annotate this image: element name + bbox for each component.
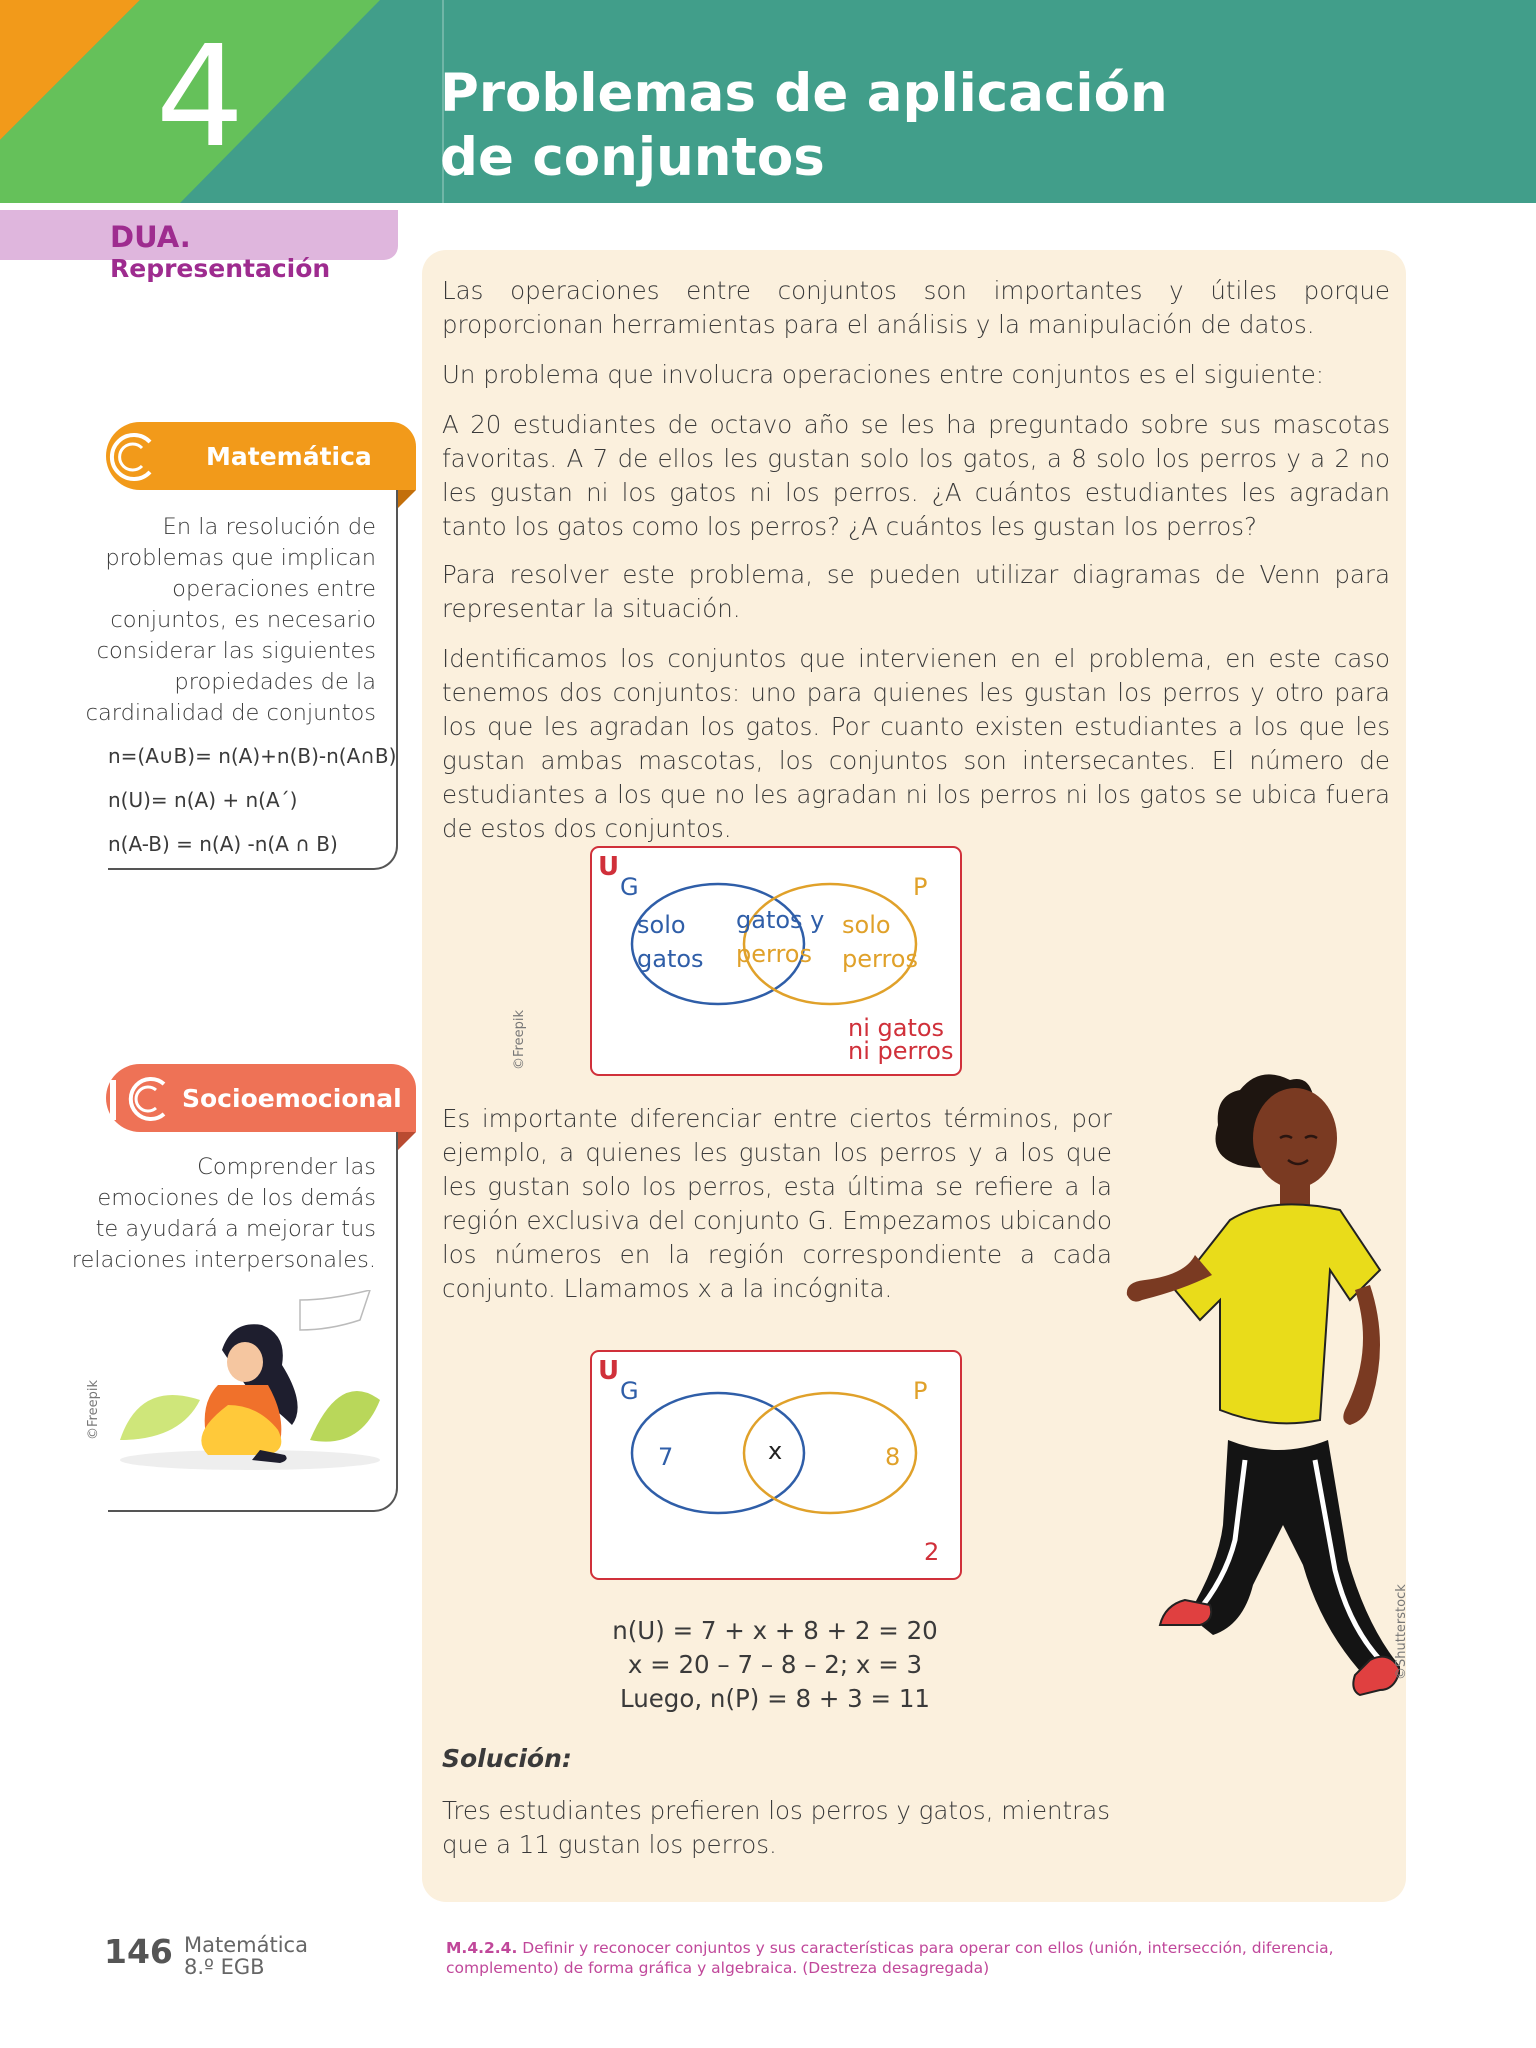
venn1-both-line1: gatos y <box>736 906 825 934</box>
venn2-both-value: x <box>768 1437 783 1465</box>
footer-subject <box>184 1934 308 1978</box>
venn2-only-dogs-value: 8 <box>885 1443 901 1471</box>
dua-label: DUA. <box>110 220 191 254</box>
socio-ic-icon <box>106 1072 172 1126</box>
math-box-header <box>106 422 416 490</box>
footer-skill-code: M.4.2.4. <box>446 1939 518 1957</box>
sitting-girl-illustration <box>110 1290 390 1480</box>
chapter-title <box>440 62 1168 190</box>
venn2-set-p-label: P <box>913 1377 928 1405</box>
socio-text-line: relaciones interpersonales. <box>71 1247 376 1273</box>
math-box-fold <box>398 490 416 508</box>
math-c-icon <box>106 430 160 484</box>
footer-skill-text: Definir y reconocer conjuntos y sus características para operar con ellos (unión, intersección, diferencia, complemento) de forma gráfica y algebraica. (Destreza desagregada) <box>446 1939 1334 1977</box>
math-text-line: En la resolución de <box>162 514 376 540</box>
solution-label: Solución: <box>442 1744 572 1773</box>
formula-complement: n(U)= n(A) + n(A´) <box>108 788 298 812</box>
venn1-set-g-label: G <box>620 873 639 901</box>
paragraph-venn-intro: Para resolver este problema, se pueden utilizar diagramas de Venn para representar la situación. <box>442 560 1390 623</box>
chapter-title-line2: de conjuntos <box>440 127 825 188</box>
venn1-neither-line2: ni perros <box>848 1037 954 1065</box>
venn1-neither-line1: ni gatos <box>848 1014 945 1042</box>
equation-universe: n(U) = 7 + x + 8 + 2 = 20 <box>612 1616 938 1645</box>
chapter-number: 4 <box>155 16 245 179</box>
equation-solve-x: x = 20 – 7 – 8 – 2; x = 3 <box>627 1650 923 1679</box>
math-text-line: cardinalidad de conjuntos <box>85 700 376 726</box>
venn-diagram-values <box>590 1350 962 1580</box>
socio-text-line: te ayudará a mejorar tus <box>95 1216 376 1242</box>
formula-difference: n(A-B) = n(A) -n(A ∩ B) <box>108 832 338 856</box>
socio-text-line: Comprender las <box>197 1154 376 1180</box>
venn1-universe-label: U <box>598 852 620 882</box>
paragraph-problem: A 20 estudiantes de octavo año se les ha preguntado sobre sus mascotas favoritas. A 7 de ellos les gustan solo los gatos, a 8 solo los perros y a 2 no les gustan ni los gatos ni los perros. ¿A cuántos estudiantes les agradan tanto los gatos como los perros? ¿A cuántos les gustan los perros? <box>442 410 1390 541</box>
credit-freepik-venn: ©Freepik <box>512 1010 527 1070</box>
math-box-title: Matemática <box>206 442 372 471</box>
socio-box-title: Socioemocional <box>182 1084 402 1113</box>
footer-subject-name: Matemática <box>184 1933 308 1957</box>
venn1-only-dogs-line2: perros <box>842 945 918 973</box>
venn1-only-cats-line1: solo <box>637 911 686 939</box>
math-text-line: propiedades de la <box>174 669 376 695</box>
chapter-title-line1: Problemas de aplicación <box>440 63 1168 124</box>
formula-union: n=(A∪B)= n(A)+n(B)-n(A∩B) <box>108 744 397 768</box>
socio-text-line: emociones de los demás <box>97 1185 376 1211</box>
paragraph-problem-intro: Un problema que involucra operaciones entre conjuntos es el siguiente: <box>442 360 1325 389</box>
venn2-universe-label: U <box>598 1356 620 1386</box>
solution-text: Tres estudiantes prefieren los perros y gatos, mientras que a 11 gustan los perros. <box>442 1796 1111 1859</box>
venn1-only-cats-line2: gatos <box>637 945 704 973</box>
dancer-illustration <box>1120 1060 1400 1700</box>
socio-box-header <box>106 1064 416 1132</box>
footer-skill <box>446 1938 1391 1978</box>
math-text-line: problemas que implican <box>105 545 376 571</box>
venn1-both-line2: perros <box>736 940 812 968</box>
chapter-header <box>0 0 1536 203</box>
dua-tab <box>0 210 398 283</box>
venn1-set-p-label: P <box>913 873 928 901</box>
credit-shutterstock: ©Shutterstock <box>1394 1584 1409 1680</box>
paragraph-intro: Las operaciones entre conjuntos son importantes y útiles porque proporcionan herramientas para el análisis y la manipulación de datos. <box>442 276 1390 339</box>
paragraph-identify-sets: Identificamos los conjuntos que intervienen en el problema, en este caso tenemos dos conjuntos: uno para quienes les gustan los perros y otro para los que les agradan los gatos. Por cuanto existen estudiantes a los que les gustan ambas mascotas, los conjuntos son intersecantes. El número de estudiantes a los que no les agradan ni los perros ni los gatos se ubica fuera de estos dos conjuntos. <box>442 644 1390 843</box>
equations <box>560 1614 990 1716</box>
venn2-set-g-label: G <box>620 1377 639 1405</box>
venn2-only-cats-value: 7 <box>658 1443 674 1471</box>
math-text-line: considerar las siguientes <box>96 638 376 664</box>
venn-diagram-labels <box>590 846 962 1076</box>
credit-freepik-sidebar: ©Freepik <box>86 1380 101 1440</box>
socio-box-fold <box>398 1132 416 1150</box>
equation-result: Luego, n(P) = 8 + 3 = 11 <box>619 1684 931 1713</box>
socio-box-text <box>72 1152 376 1276</box>
venn1-only-dogs-line1: solo <box>842 911 891 939</box>
footer-grade: 8.º EGB <box>184 1955 265 1979</box>
page-number: 146 <box>104 1932 173 1971</box>
paragraph-terms: Es importante diferenciar entre ciertos términos, por ejemplo, a quienes les gustan los perros y a los que les gustan solo los perros, esta última se refiere a la región exclusiva del conjunto G. Empezamos ubicando los números en la región correspondiente a cada conjunto. Llamamos x a la incógnita. <box>442 1104 1112 1303</box>
math-text-line: conjuntos, es necesario <box>110 607 376 633</box>
math-box-text <box>86 512 376 729</box>
venn2-neither-value: 2 <box>924 1538 940 1566</box>
math-text-line: operaciones entre <box>172 576 376 602</box>
dua-representation: Representación <box>110 254 331 283</box>
